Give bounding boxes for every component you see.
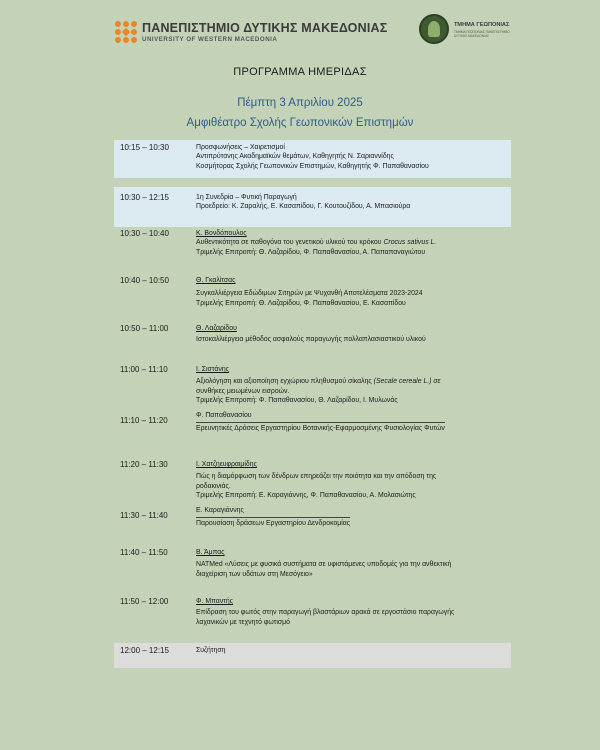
schedule-line xyxy=(196,238,506,247)
schedule-row xyxy=(114,276,511,310)
schedule-line: συνθήκες μειωμένων εισροών. xyxy=(196,387,290,395)
schedule-row xyxy=(114,548,511,584)
schedule-content xyxy=(196,646,506,655)
schedule-line: Τριμελής Επιτροπή: Φ. Παπαθανασίου, Θ. Λαζαρίδου, Ι. Μυλωνάς xyxy=(196,396,398,404)
schedule-row xyxy=(114,597,511,633)
schedule-time: 11:20 – 11:30 xyxy=(120,460,168,469)
schedule-time: 10:30 – 10:40 xyxy=(120,229,169,238)
schedule-line: NATMed «Λύσεις με φυσικά συστήματα σε υφιστάμενες υποδομές για την ανθεκτική xyxy=(196,561,452,569)
schedule-time: 11:50 – 12:00 xyxy=(120,597,169,606)
schedule-content xyxy=(196,193,506,212)
university-name-greek: ΠΑΝΕΠΙΣΤΗΜΙΟ ΔΥΤΙΚΗΣ ΜΑΚΕΔΟΝΙΑΣ xyxy=(142,21,388,35)
schedule-content xyxy=(196,411,506,434)
schedule-row xyxy=(114,411,511,439)
schedule-row xyxy=(114,324,511,348)
speaker-name: Φ. Παπαθανασίου xyxy=(196,412,252,419)
schedule-line: Συζήτηση xyxy=(196,647,226,654)
talk-title: Αξιολόγηση και αξιοποίηση εγχώριου πληθυσμού σίκαλης xyxy=(196,378,372,386)
schedule-line: Παρουσίαση δράσεων Εργαστηρίου Δενδροκομίας xyxy=(196,517,350,528)
schedule-line: Ιστοκαλλιέργεια μέθοδος ασφαλούς παραγωγής πολλαπλασιαστικού υλικού xyxy=(196,336,426,344)
schedule-row-discussion xyxy=(114,643,511,668)
university-name-english: UNIVERSITY OF WESTERN MACEDONIA xyxy=(142,36,278,43)
event-venue: Αμφιθέατρο Σχολής Γεωπονικών Επιστημών xyxy=(186,117,414,129)
page-title: ΠΡΟΓΡΑΜΜΑ ΗΜΕΡΙΔΑΣ xyxy=(233,66,367,78)
schedule-row xyxy=(114,506,511,532)
schedule-content xyxy=(196,548,506,579)
speaker-name: Θ. Λαζαρίδου xyxy=(196,325,237,332)
page-header xyxy=(0,0,600,60)
schedule-time: 12:00 – 12:15 xyxy=(120,646,169,655)
department-subtitle: ΤΜΗΜΑ ΓΕΩΠΟΝΙΑΣ ΠΑΝΕΠΙΣΤΗΜΙΟ ΔΥΤΙΚΗΣ ΜΑΚΕΔΟΝΙΑΣ xyxy=(454,30,510,38)
schedule-line: Προεδρείο: Κ. Ζαραλής, Ε. Κασαπίδου, Γ. Κουτουζίδου, Α. Μπασιούρα xyxy=(196,203,411,211)
schedule-line: ροδακινιάς. xyxy=(196,482,231,490)
schedule-row-opening xyxy=(114,140,511,178)
speaker-name: Β. Άμπας xyxy=(196,549,225,556)
speaker-name: Ι. Σιστάνης xyxy=(196,366,229,373)
schedule-line: Τριμελής Επιτροπή: Θ. Λαζαρίδου, Φ. Παπαθανασίου, Α. Παπαπαναγιώτου xyxy=(196,248,426,256)
event-date: Πέμπτη 3 Απριλίου 2025 xyxy=(237,97,363,109)
schedule-content xyxy=(196,143,506,171)
schedule-row-session xyxy=(114,187,511,227)
schedule-row xyxy=(114,229,511,263)
scientific-name: (Secale cereale L.) σε xyxy=(373,378,441,386)
schedule-time: 10:50 – 11:00 xyxy=(120,324,169,333)
department-name: ΤΜΗΜΑ ΓΕΩΠΟΝΙΑΣ xyxy=(454,22,510,28)
university-logo-icon xyxy=(114,20,138,44)
schedule-line: Τριμελής Επιτροπή: Ε. Καραγιάννης, Φ. Παπαθανασίου, Α. Μολασιώτης xyxy=(196,491,416,499)
schedule-content xyxy=(196,324,506,345)
schedule-line: Κοσμήτορας Σχολής Γεωπονικών Επιστημών, Καθηγητής Φ. Παπαθανασίου xyxy=(196,162,429,170)
schedule-time: 11:40 – 11:50 xyxy=(120,548,168,557)
schedule-line: διαχείριση των υδάτων στη Μεσόγειο» xyxy=(196,570,313,578)
schedule-time: 10:15 – 10:30 xyxy=(120,143,169,152)
schedule-line: Αντιπρύτανης Ακαδημαϊκών θεμάτων, Καθηγητής Ν. Σαριαννίδης xyxy=(196,153,394,161)
department-seal-icon xyxy=(419,14,449,44)
schedule-time: 11:10 – 11:20 xyxy=(120,416,168,425)
speaker-name: Κ. Βονδόπουλος xyxy=(196,230,247,237)
schedule-line: Τριμελής Επιτροπή: Θ. Λαζαρίδου, Φ. Παπαθανασίου, Ε. Κασαπίδου xyxy=(196,299,406,307)
speaker-name: Θ. Γκαλίτσας xyxy=(196,277,236,284)
schedule-line: λαχανικών με τεχνητό φωτισμό xyxy=(196,618,290,626)
schedule-content xyxy=(196,597,506,627)
schedule-time: 10:40 – 10:50 xyxy=(120,276,169,285)
schedule-line: Συγκαλλιέργεια Εδώδιμων Σιτηρών με Ψυχανθή Αποτελέσματα 2023-2024 xyxy=(196,290,423,298)
speaker-name: Ι. Χατζηευφραιμίδης xyxy=(196,461,257,468)
talk-title: Αυθεντικότητα σε παθογόνα του γενετικού υλικού του κρόκου xyxy=(196,239,382,247)
schedule-row xyxy=(114,365,511,410)
schedule-line: Προσφωνήσεις – Χαιρετισμοί xyxy=(196,144,285,151)
schedule-line xyxy=(196,377,506,386)
schedule-line: Ερευνητικές Δράσεις Εργαστηρίου Βοτανικής-Εφαρμοσμένης Φυσιολογίας Φυτών xyxy=(196,422,445,433)
schedule-time: 11:00 – 11:10 xyxy=(120,365,168,374)
schedule-content xyxy=(196,506,506,529)
schedule-content xyxy=(196,276,506,308)
schedule-row xyxy=(114,460,511,505)
scientific-name: Crocus sativus L. xyxy=(383,239,437,247)
schedule-time: 10:30 – 12:15 xyxy=(120,193,169,202)
schedule-line: Πώς η διαμόρφωση των δένδρων επηρεάζει την ποιότητα και την απόδοση της xyxy=(196,473,437,481)
schedule-line: Επίδραση του φωτός στην παραγωγή βλαστάριων αρακά σε εργοστάσιο παραγωγής xyxy=(196,609,455,617)
schedule-content xyxy=(196,460,506,500)
schedule-line: 1η Συνεδρία – Φυτική Παραγωγή xyxy=(196,194,297,201)
speaker-name: Ε. Καραγιάννης xyxy=(196,507,244,514)
schedule-content xyxy=(196,365,506,405)
schedule-content xyxy=(196,229,506,257)
schedule-time: 11:30 – 11:40 xyxy=(120,511,168,520)
speaker-name: Φ. Μπαντής xyxy=(196,598,234,605)
